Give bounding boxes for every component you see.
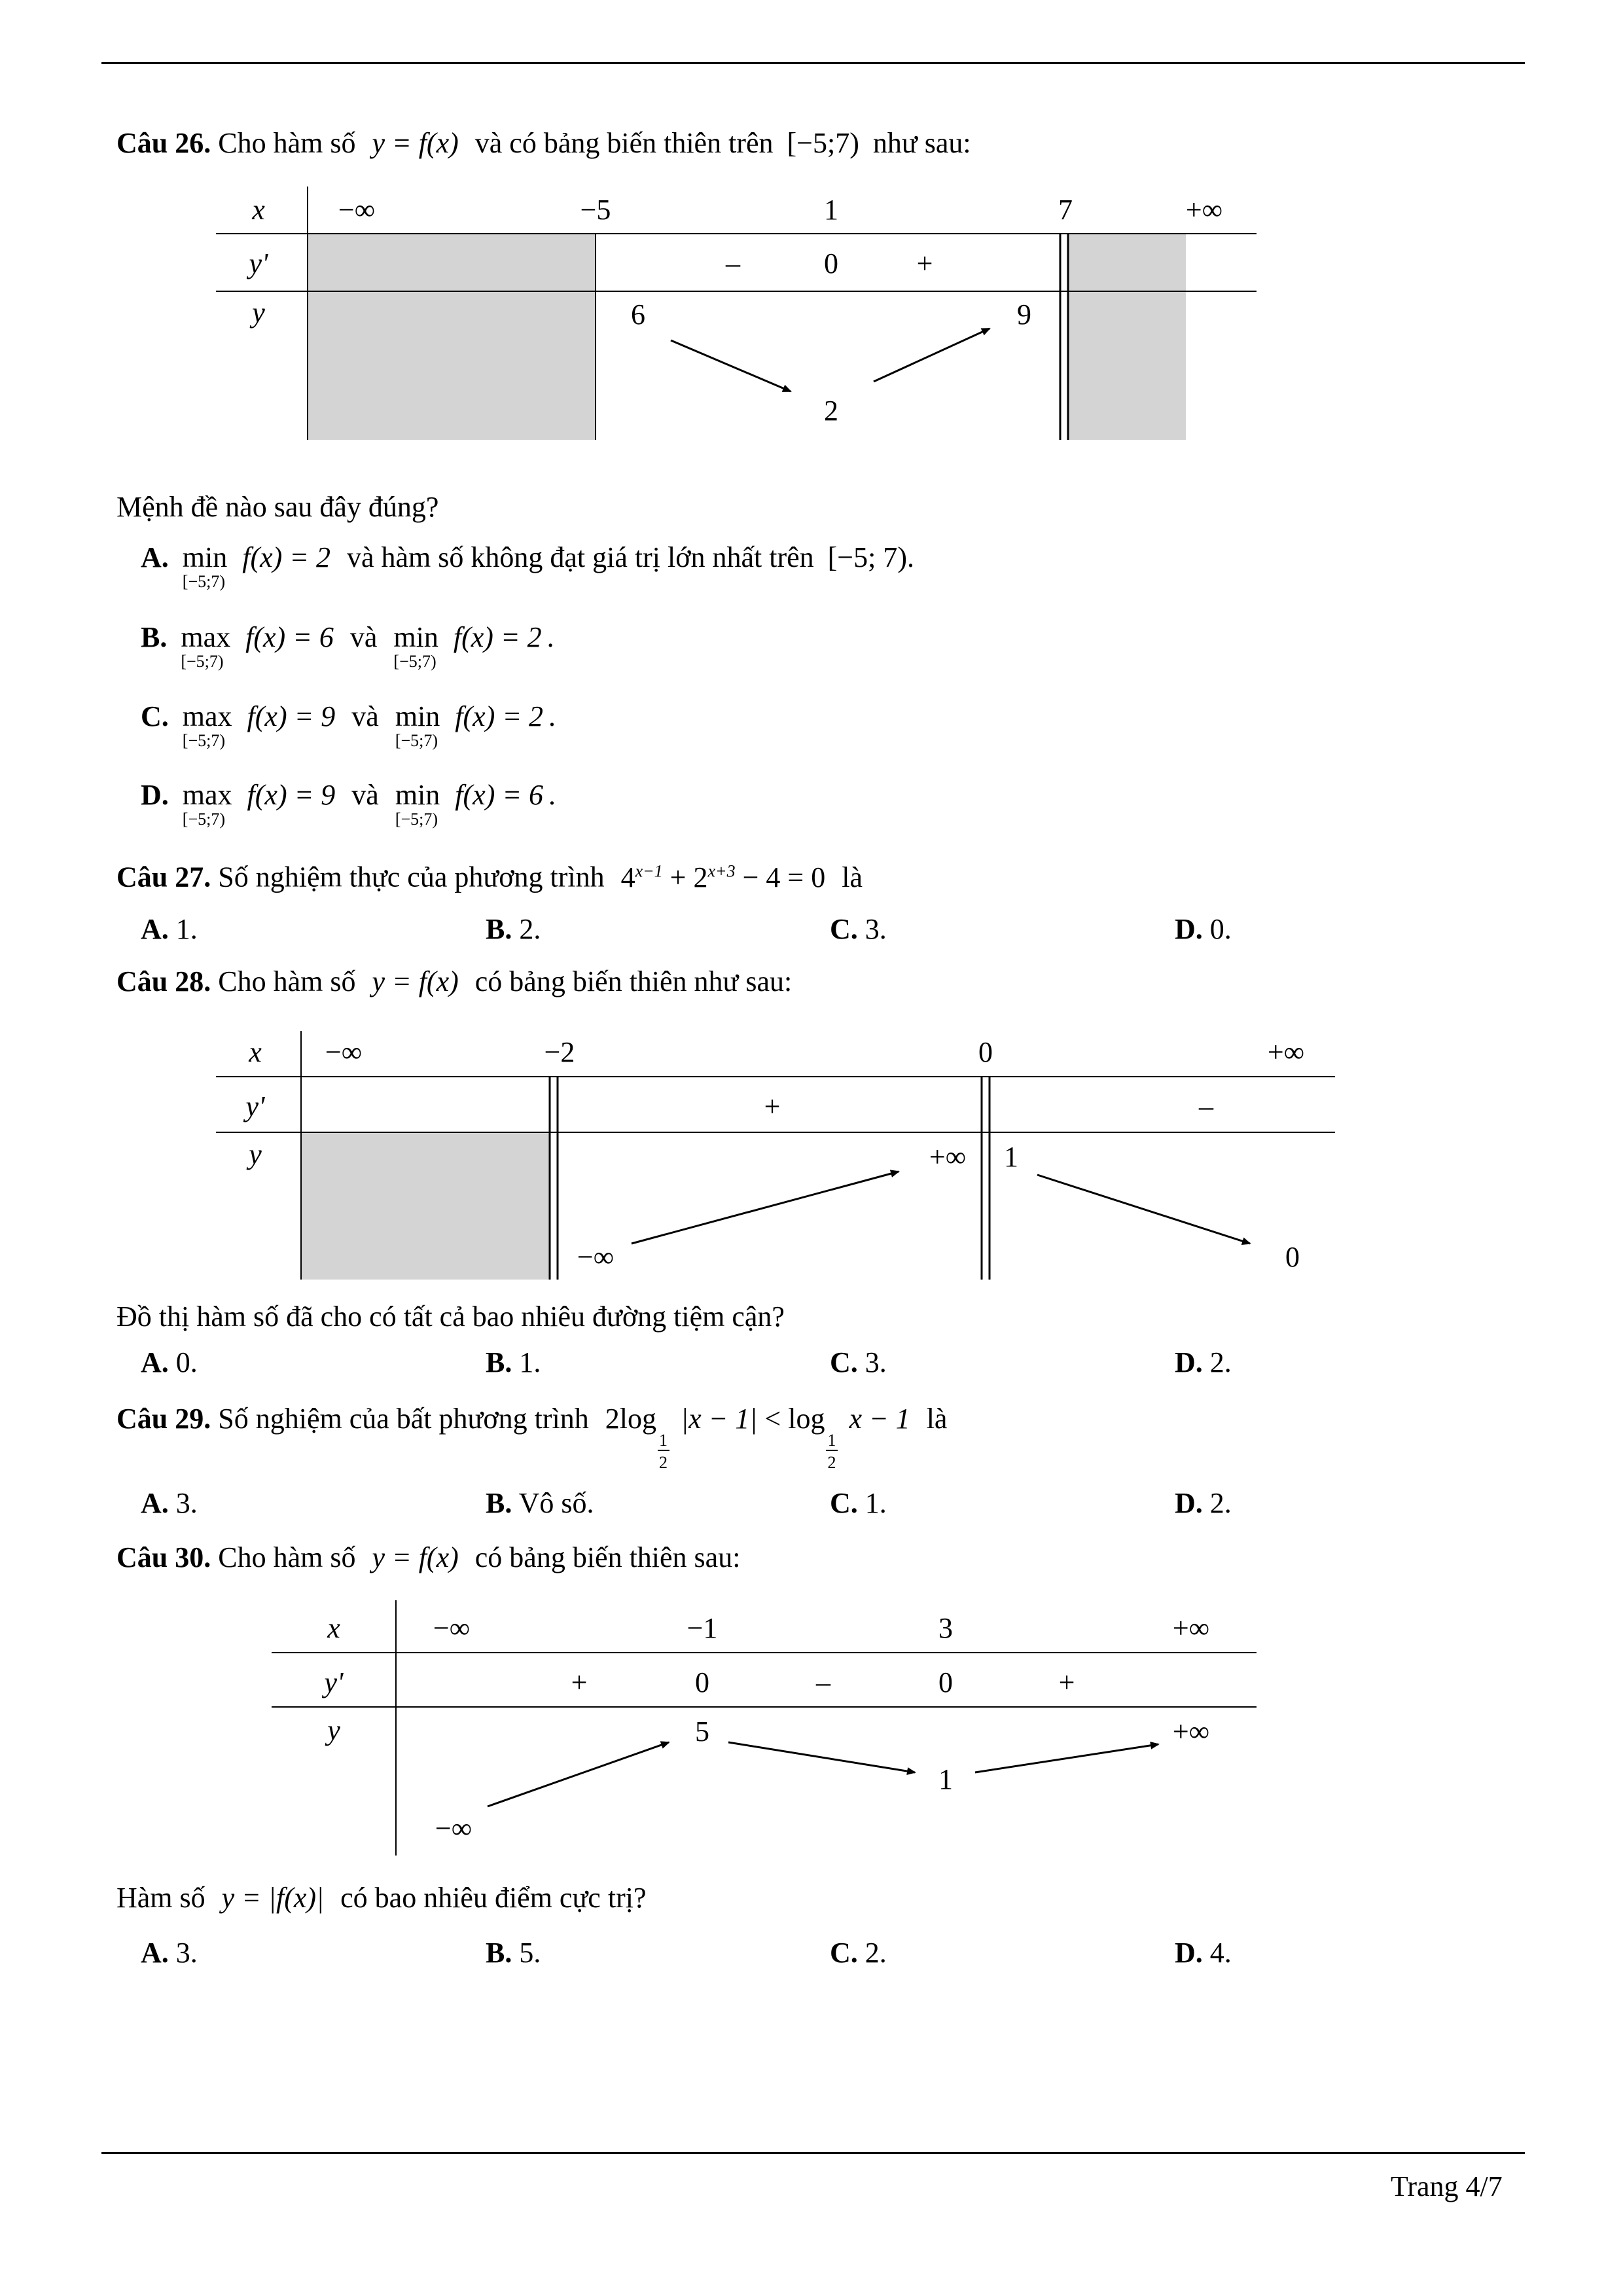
q28-y-value: −∞ xyxy=(577,1241,615,1273)
q28-answer-a xyxy=(141,1348,198,1377)
option-end: . xyxy=(548,700,556,732)
q29-coef-log: 2log xyxy=(605,1403,656,1435)
answer-value: 0. xyxy=(175,1346,198,1378)
answer-value: 2. xyxy=(519,913,541,945)
bottom-rule xyxy=(101,2152,1525,2154)
q26-header xyxy=(116,129,971,158)
q29-label: Câu 29. xyxy=(116,1403,211,1435)
q30-yp-value: + xyxy=(571,1666,588,1698)
q29-rhs: x − 1 xyxy=(849,1403,910,1435)
q29-answer-a xyxy=(141,1489,198,1518)
answer-key: A. xyxy=(141,913,169,945)
answer-value: 1. xyxy=(175,913,198,945)
option-subscript: [−5;7) xyxy=(182,731,225,750)
q26-x-value: −5 xyxy=(580,194,611,226)
q30-y-value: −∞ xyxy=(435,1812,473,1844)
option-expr-2: f(x) = 6 xyxy=(455,779,544,811)
q29-base-num-2: 1 xyxy=(827,1431,836,1450)
q27-mid: + 2 xyxy=(669,861,708,893)
option-and: và xyxy=(349,621,378,653)
answer-key: D. xyxy=(1175,1346,1203,1378)
q29-header xyxy=(116,1403,948,1472)
answer-key: D. xyxy=(1175,1937,1203,1969)
q30-question-func: y = |f(x)| xyxy=(221,1882,325,1914)
q30-x-value: 3 xyxy=(938,1612,953,1644)
q30-text-b: có bảng biến thiên sau: xyxy=(474,1541,741,1573)
option-end: . xyxy=(546,621,554,653)
q26-shade-left xyxy=(308,234,596,440)
option-operator: min xyxy=(182,541,228,573)
q30-arrow-up-2 xyxy=(975,1744,1158,1772)
q28-yp-value: + xyxy=(764,1090,781,1122)
q27-answer-c xyxy=(830,915,887,944)
q27-base-1: 4 xyxy=(620,861,635,893)
q27-answer-a xyxy=(141,915,198,944)
q28-answer-b xyxy=(486,1348,541,1377)
q26-interval: [−5;7) xyxy=(787,127,859,159)
q28-arrow-down xyxy=(1037,1175,1250,1244)
q26-x-value: −∞ xyxy=(338,194,376,226)
q28-y-value: 1 xyxy=(1004,1141,1018,1173)
q26-text-a: Cho hàm số xyxy=(218,127,356,159)
answer-value: 5. xyxy=(519,1937,541,1969)
option-expr: f(x) = 2 xyxy=(242,541,330,573)
q28-answer-d xyxy=(1175,1348,1232,1377)
q28-arrow-up xyxy=(632,1172,899,1244)
q26-label: Câu 26. xyxy=(116,127,211,159)
answer-value: 1. xyxy=(865,1487,887,1519)
q28-x-value: −∞ xyxy=(325,1036,363,1068)
answer-value: 3. xyxy=(175,1487,198,1519)
q27-equation xyxy=(621,861,833,893)
q26-x-value: 1 xyxy=(824,194,838,226)
q30-func: y = f(x) xyxy=(372,1541,459,1573)
option-interval: [−5; 7) xyxy=(827,541,907,573)
q30-arrow-down xyxy=(728,1742,915,1772)
q29-frac-bar-2 xyxy=(826,1450,838,1451)
option-end: . xyxy=(548,779,556,811)
q29-answer-d xyxy=(1175,1489,1232,1518)
q26-yp-value: 0 xyxy=(824,247,838,279)
q30-question-b: có bao nhiêu điểm cực trị? xyxy=(340,1882,647,1914)
q26-yp-value: – xyxy=(726,247,740,279)
q29-text: Số nghiệm của bất phương trình xyxy=(218,1403,589,1435)
q29-log: log xyxy=(788,1403,825,1435)
answer-value: 3. xyxy=(865,913,887,945)
option-subscript: [−5;7) xyxy=(181,652,224,671)
q28-y-head: y xyxy=(249,1138,262,1170)
q26-arrow-down xyxy=(671,340,791,391)
q26-y-head: y xyxy=(252,296,265,329)
q28-variation-table xyxy=(209,1021,1348,1283)
q26-yp-value: + xyxy=(916,247,933,279)
q27-answer-d xyxy=(1175,915,1232,944)
answer-key: A. xyxy=(141,1937,169,1969)
q28-yp-head: y' xyxy=(245,1090,265,1122)
q26-x-value: +∞ xyxy=(1185,194,1223,226)
q29-inequality xyxy=(605,1403,918,1472)
q26-option-d xyxy=(141,779,556,829)
option-expr-2: f(x) = 2 xyxy=(453,621,542,653)
q28-x-head: x xyxy=(249,1036,262,1068)
answer-value: 1. xyxy=(519,1346,541,1378)
q28-x-value: +∞ xyxy=(1267,1036,1305,1068)
answer-key: B. xyxy=(486,913,512,945)
q28-func: y = f(x) xyxy=(372,965,459,997)
answer-key: C. xyxy=(830,1937,858,1969)
q30-answer-b xyxy=(486,1939,541,1967)
option-subscript-2: [−5;7) xyxy=(393,652,437,671)
q30-y-head: y xyxy=(327,1714,340,1746)
top-rule xyxy=(101,62,1525,64)
q27-end: là xyxy=(842,861,863,893)
q26-func: y = f(x) xyxy=(372,127,459,159)
q26-x-head: x xyxy=(252,194,265,226)
option-operator-2: min xyxy=(393,621,438,653)
q30-question-a: Hàm số xyxy=(116,1882,205,1914)
q30-y-value: +∞ xyxy=(1172,1715,1210,1748)
q29-frac-bar xyxy=(658,1450,669,1451)
q27-header xyxy=(116,863,863,892)
q27-tail: − 4 = 0 xyxy=(742,861,826,893)
option-key: B. xyxy=(141,621,168,653)
option-operator: max xyxy=(181,621,231,653)
q27-exp-1: x−1 xyxy=(635,861,663,880)
q26-y-value: 2 xyxy=(824,395,838,427)
q30-answer-c xyxy=(830,1939,887,1967)
option-operator: max xyxy=(182,700,232,732)
q28-label: Câu 28. xyxy=(116,965,211,997)
answer-key: A. xyxy=(141,1487,169,1519)
q26-option-b xyxy=(141,621,554,671)
option-key: A. xyxy=(141,541,169,573)
q29-base-num: 1 xyxy=(658,1431,668,1450)
q28-yp-value: – xyxy=(1199,1090,1213,1122)
q30-answer-d xyxy=(1175,1939,1232,1967)
q26-y-value: 6 xyxy=(631,298,645,331)
q30-y-value: 1 xyxy=(938,1763,953,1795)
q30-x-value: −∞ xyxy=(433,1612,471,1644)
q26-shade-right xyxy=(1068,234,1186,440)
q29-answer-b xyxy=(486,1489,594,1518)
answer-key: A. xyxy=(141,1346,169,1378)
q26-variation-table xyxy=(209,183,1270,445)
q30-arrow-up-1 xyxy=(488,1742,669,1806)
q26-x-value: 7 xyxy=(1058,194,1073,226)
q30-x-value: +∞ xyxy=(1172,1612,1210,1644)
answer-value: 3. xyxy=(865,1346,887,1378)
q26-text-b: và có bảng biến thiên trên xyxy=(474,127,774,159)
option-end: . xyxy=(907,541,914,573)
option-expr: f(x) = 9 xyxy=(247,779,336,811)
q30-label: Câu 30. xyxy=(116,1541,211,1573)
q30-yp-value: + xyxy=(1058,1666,1075,1698)
option-subscript: [−5;7) xyxy=(182,572,225,591)
option-and: và xyxy=(351,700,379,732)
option-operator-2: min xyxy=(395,779,440,811)
q27-text: Số nghiệm thực của phương trình xyxy=(218,861,605,893)
q30-question xyxy=(116,1884,646,1912)
answer-key: B. xyxy=(486,1937,512,1969)
option-subscript: [−5;7) xyxy=(182,810,225,829)
option-and: và xyxy=(351,779,379,811)
q30-yp-value: 0 xyxy=(695,1666,709,1698)
option-key: C. xyxy=(141,700,169,732)
q28-question: Đồ thị hàm số đã cho có tất cả bao nhiêu đường tiệm cận? xyxy=(116,1300,785,1333)
option-expr: f(x) = 6 xyxy=(245,621,334,653)
option-operator-2: min xyxy=(395,700,440,732)
answer-value: 2. xyxy=(865,1937,887,1969)
option-expr: f(x) = 9 xyxy=(247,700,336,732)
answer-value: 4. xyxy=(1209,1937,1232,1969)
answer-value: 2. xyxy=(1209,1346,1232,1378)
q28-header xyxy=(116,967,792,996)
q28-answer-c xyxy=(830,1348,887,1377)
q29-end: là xyxy=(926,1403,948,1435)
q26-y-value: 9 xyxy=(1017,298,1031,331)
q30-y-value: 5 xyxy=(695,1715,709,1748)
q30-yp-value: 0 xyxy=(938,1666,953,1698)
q27-exp-2: x+3 xyxy=(707,861,736,880)
q30-text-a: Cho hàm số xyxy=(218,1541,356,1573)
option-rest: và hàm số không đạt giá trị lớn nhất trên xyxy=(346,541,814,573)
q26-yp-head: y' xyxy=(249,247,268,279)
q28-text-a: Cho hàm số xyxy=(218,965,356,997)
q27-answer-b xyxy=(486,915,541,944)
q30-yp-value: – xyxy=(816,1666,830,1698)
q28-y-value: 0 xyxy=(1285,1241,1300,1273)
answer-key: B. xyxy=(486,1487,512,1519)
q29-abs: |x − 1| xyxy=(680,1403,758,1435)
page-number: Trang 4/7 xyxy=(1391,2170,1503,2202)
q30-x-head: x xyxy=(327,1612,340,1644)
q26-option-c xyxy=(141,700,556,750)
answer-key: C. xyxy=(830,913,858,945)
q29-base-den-2: 2 xyxy=(827,1453,836,1472)
q29-base-den: 2 xyxy=(658,1453,668,1472)
q30-header xyxy=(116,1543,740,1572)
answer-key: D. xyxy=(1175,913,1203,945)
answer-value: 0. xyxy=(1209,913,1232,945)
option-key: D. xyxy=(141,779,169,811)
answer-key: C. xyxy=(830,1487,858,1519)
option-operator: max xyxy=(182,779,232,811)
q28-x-value: −2 xyxy=(544,1036,575,1068)
q26-text-c: như sau: xyxy=(872,127,971,159)
q29-answer-c xyxy=(830,1489,887,1518)
answer-value: 3. xyxy=(175,1937,198,1969)
answer-key: D. xyxy=(1175,1487,1203,1519)
option-subscript-2: [−5;7) xyxy=(395,810,438,829)
q26-arrow-up xyxy=(874,329,990,382)
answer-value: 2. xyxy=(1209,1487,1232,1519)
q30-answer-a xyxy=(141,1939,198,1967)
option-subscript-2: [−5;7) xyxy=(395,731,438,750)
q30-variation-table xyxy=(262,1597,1270,1859)
answer-key: C. xyxy=(830,1346,858,1378)
q27-label: Câu 27. xyxy=(116,861,211,893)
q26-question: Mệnh đề nào sau đây đúng? xyxy=(116,491,439,523)
answer-key: B. xyxy=(486,1346,512,1378)
q28-text-b: có bảng biến thiên như sau: xyxy=(474,965,793,997)
answer-value: Vô số. xyxy=(518,1487,594,1519)
q28-shade-left xyxy=(301,1132,550,1280)
q28-y-value: +∞ xyxy=(929,1141,967,1173)
q28-x-value: 0 xyxy=(978,1036,993,1068)
option-expr-2: f(x) = 2 xyxy=(455,700,544,732)
q29-lt: < xyxy=(764,1403,781,1435)
q30-x-value: −1 xyxy=(687,1612,718,1644)
q30-yp-head: y' xyxy=(324,1666,344,1698)
q26-option-a xyxy=(141,541,914,591)
